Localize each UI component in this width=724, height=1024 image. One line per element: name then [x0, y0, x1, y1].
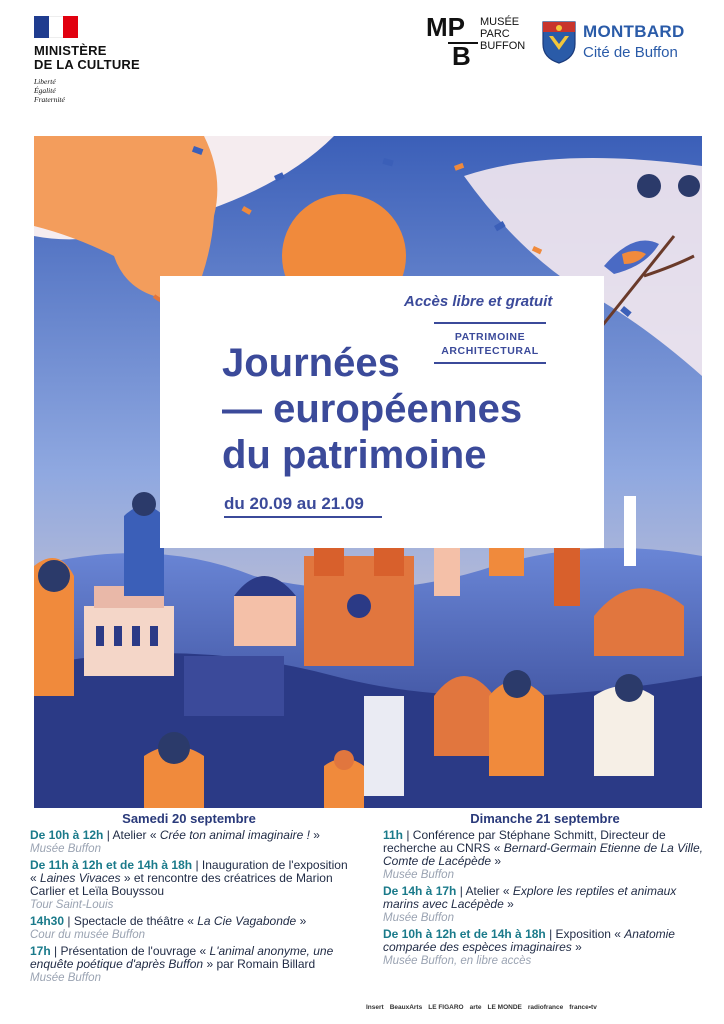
sunday-program [383, 812, 707, 971]
partner-logo: france•tv [569, 1003, 597, 1011]
program-event: 17h | Présentation de l'ouvrage « L'animal anonyme, une enquête poétique d'après Buffon » par Romain Billard [30, 944, 334, 971]
republic-motto: Liberté Égalité Fraternité [34, 77, 65, 104]
day-heading: Samedi 20 septembre [122, 811, 256, 826]
poster-illustration [34, 136, 702, 808]
program-event: 14h30 | Spectacle de théâtre « La Cie Vagabonde » [30, 914, 307, 928]
musee-parc-buffon-logo: MP B MUSÉE PARC BUFFON [426, 12, 526, 71]
event-place: Musée Buffon [383, 912, 454, 924]
partner-logo: arte [469, 1003, 482, 1011]
program-event: De 10h à 12h et de 14h à 18h | Exposition « Anatomie comparée des espèces imaginaires » [383, 927, 675, 954]
partner-logo: Insert [366, 1003, 384, 1011]
saturday-program [30, 812, 348, 988]
program-event: De 10h à 12h | Atelier « Crée ton animal imaginaire ! » [30, 828, 320, 842]
category-label: PATRIMOINE ARCHITECTURAL [441, 331, 539, 357]
free-access-text: Accès libre et gratuit [404, 293, 553, 310]
partner-logo: radiofrance [527, 1003, 564, 1011]
ministry-logo [34, 16, 184, 104]
event-place: Tour Saint-Louis [30, 899, 114, 911]
ministry-name: MINISTÈRE DE LA CULTURE [34, 43, 140, 72]
montbard-logo: MONTBARD Cité de Buffon [541, 20, 711, 66]
program-event: De 14h à 17h | Atelier « Explore les reptiles et animaux marins avec Lacépède » [383, 884, 677, 911]
partner-logos [366, 1000, 712, 1014]
partner-logo: BeauxArts [389, 1003, 423, 1011]
montbard-crest-icon [541, 20, 577, 64]
event-place: Musée Buffon, en libre accès [383, 955, 532, 967]
partner-logo: LE MONDE [487, 1003, 522, 1011]
event-dates: du 20.09 au 21.09 [224, 494, 364, 513]
partner-logo: LE FIGARO [428, 1003, 464, 1011]
event-title: Journées — européennes du patrimoine [222, 341, 523, 477]
event-place: Musée Buffon [383, 869, 454, 881]
event-place: Cour du musée Buffon [30, 929, 146, 941]
marianne-flag-icon [34, 16, 78, 38]
day-heading: Dimanche 21 septembre [470, 811, 620, 826]
program-event: 11h | Conférence par Stéphane Schmitt, Directeur de recherche au CNRS « Bernard-Germain Etienne de La Ville, Comte de Lacépède » [383, 828, 703, 868]
event-place: Musée Buffon [30, 972, 101, 984]
event-place: Musée Buffon [30, 843, 101, 855]
program-event: De 11h à 12h et de 14h à 18h | Inauguration de l'exposition « Laines Vivaces » et rencontre des créatrices de Marion Carlier et Leïla Bouyssou [30, 858, 348, 898]
